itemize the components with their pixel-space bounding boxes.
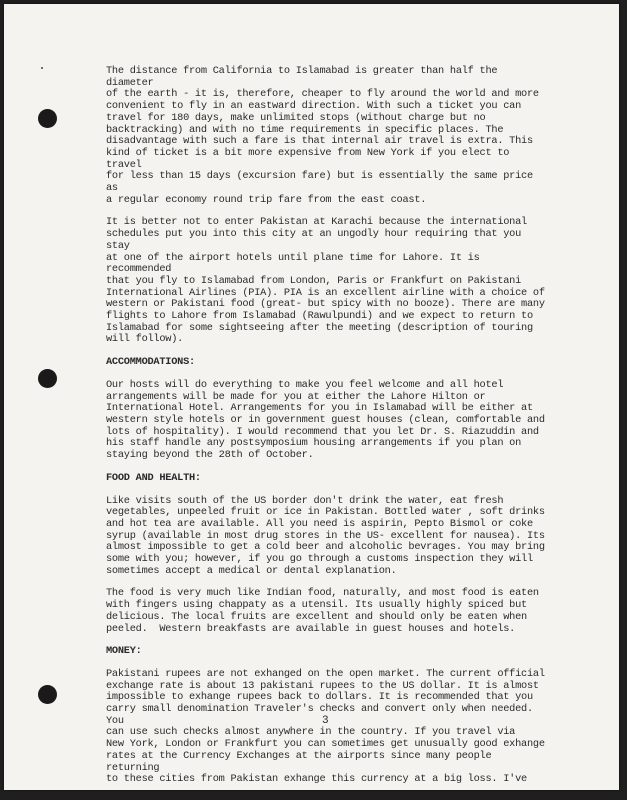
paragraph-travel-route: The distance from California to Islamabad is greater than half the diameter of the earth - it is, therefore, cheaper to fly around the world and more convenient to fly in an eastward direction. With such a ticket you can travel for 180 days, make unlimited stops (without charge but no backtracking) and with no time requirements in specific places. The disadvantage with such a fare is that internal air travel is extra. This kind of ticket is a bit more expensive from New York if you elect to travel for less than 15 days (excursion fare) but is essentially the same price as a regular economy round trip fare from the east coast. (106, 65, 539, 206)
punch-hole-top (38, 109, 57, 128)
punch-hole-bottom (38, 685, 57, 704)
document-page (4, 4, 619, 790)
paragraph-accommodations: Our hosts will do everything to make you feel welcome and all hotel arrangements will be made for you at either the Lahore Hilton or International Hotel. Arrangements for you in Islamabad will be either at western style hotels or in government guest houses (clean, comfortable and lots of hospitality). I would recommend that you let Dr. S. Riazuddin and his staff handle any postsymposium housing arrangements if you plan on staying beyond the 28th of October. (106, 378, 545, 462)
page-number: 3 (322, 715, 329, 727)
heading-money: MONEY: (106, 645, 142, 658)
heading-accommodations: ACCOMMODATIONS: (106, 356, 195, 369)
paper-speck (41, 67, 43, 69)
paragraph-food-description: The food is very much like Indian food, naturally, and most food is eaten with fingers using chappaty as a utensil. Its usually highly spiced but delicious. The local fruits are excellent and should only be eaten when peeled. Western breakfasts are available in guest houses and hotels. (106, 587, 539, 635)
paragraph-food-health: Like visits south of the US border don't drink the water, eat fresh vegetables, unpeeled fruit or ice in Pakistan. Bottled water , soft drinks and hot tea are available. All you need is aspirin, Pepto Bismol or coke syrup (available in most drug stores in the US- excellent for nausea). Its almost impossible to get a cold beer and alcoholic bevrages. You may bring some with you; however, if you go through a customs inspection they will sometimes accept a medical or dental explanation. (106, 494, 545, 577)
heading-food-and-health: FOOD AND HEALTH: (106, 471, 201, 484)
paragraph-money: Pakistani rupees are not exhanged on the open market. The current official exchange rate is about 13 pakistani rupees to the US dollar. It is almost impossible to exhange rupees back to dollars. It is recommended that you carry small denomination Traveler's checks and convert only when needed. You can use such checks almost anywhere in the country. If you travel via New York, London or Frankfurt you can sometimes get unusually good exhange rates at the Currency Exchanges at the airports since many people returning to these cities from Pakistan exhange this currency at a big loss. I've (106, 667, 545, 786)
document-body (106, 66, 546, 797)
punch-hole-middle (38, 369, 57, 388)
paragraph-karachi-arrival: It is better not to enter Pakistan at Karachi because the international schedules put you into this city at an ungodly hour requiring that you stay at one of the airport hotels until plane time for Lahore. It is recommended that you fly to Islamabad from London, Paris or Frankfurt on Pakistani International Airlines (PIA). PIA is an excellent airline with a choice of western or Pakistani food (great- but spicy with no booze). There are many flights to Lahore from Islamabad (Rawulpundi) and we expect to return to Islamabad for some sightseeing after the meeting (description of touring will follow). (106, 216, 545, 346)
